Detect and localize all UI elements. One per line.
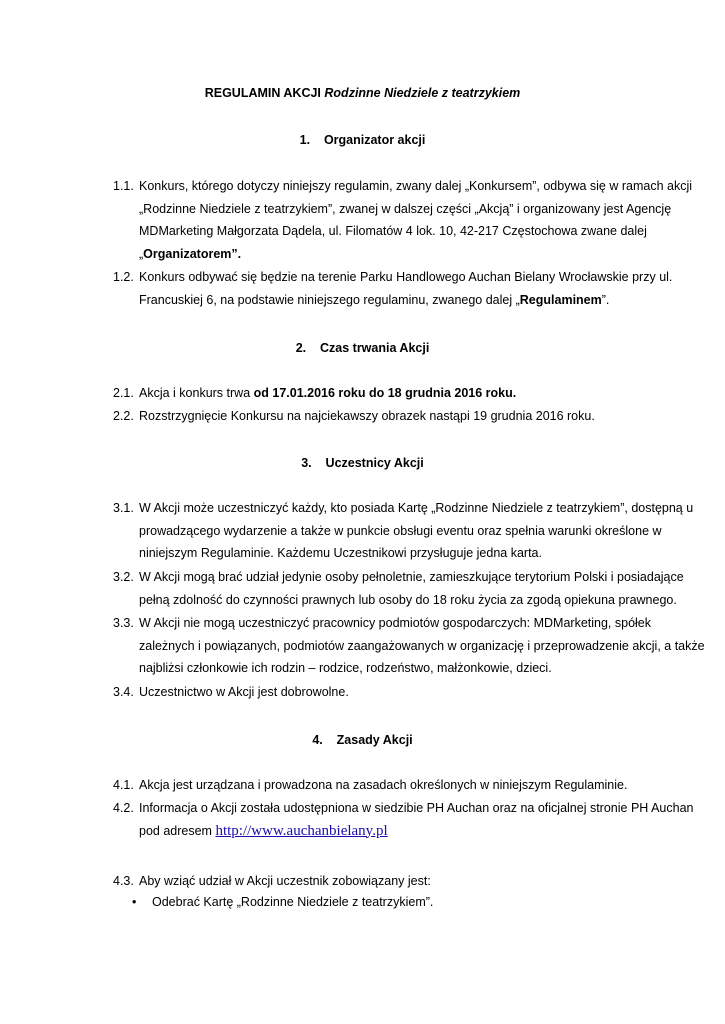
paragraph-line: najbliżsi członkowie ich rodzin – rodzice, rodzeństwo, małżonkowie, dzieci. <box>139 661 552 675</box>
paragraph-number: 3.2. <box>113 570 134 584</box>
paragraph-line: W Akcji mogą brać udział jedynie osoby pełnoletnie, zamieszkujące terytorium Polski i posiadające <box>139 570 684 584</box>
text-fragment: pod adresem <box>139 823 216 838</box>
paragraph-line: MDMarketing Małgorzata Dądela, ul. Filomatów 4 lok. 10, 42-217 Częstochowa zwane dalej <box>139 224 647 238</box>
paragraph-number: 3.4. <box>113 685 134 699</box>
text-fragment: Francuskiej 6, na podstawie niniejszego regulaminu, zwanego dalej „ <box>139 292 520 307</box>
paragraph-line: Akcja jest urządzana i prowadzona na zasadach określonych w niniejszym Regulaminie. <box>139 778 628 792</box>
auchan-website-link[interactable]: http://www.auchanbielany.pl <box>215 822 388 839</box>
paragraph-line: Rozstrzygnięcie Konkursu na najciekawszy obrazek nastąpi 19 grudnia 2016 roku. <box>139 409 595 423</box>
paragraph-line: niniejszym Regulaminie. Każdemu Uczestnikowi przysługuje jedna karta. <box>139 546 542 560</box>
paragraph-line: Aby wziąć udział w Akcji uczestnik zobowiązany jest: <box>139 874 431 888</box>
paragraph-number: 3.1. <box>113 501 134 515</box>
paragraph-number: 3.3. <box>113 616 134 630</box>
title-action-name: Rodzinne Niedziele z teatrzykiem <box>324 86 521 100</box>
bullet-text: Odebrać Kartę „Rodzinne Niedziele z teatrzykiem”. <box>152 895 434 909</box>
bullet-symbol: • <box>132 895 137 909</box>
document-title <box>0 86 725 100</box>
paragraph-number: 2.2. <box>113 409 134 423</box>
paragraph-line: pełną zdolność do czynności prawnych lub osoby do 18 roku życia za zgodą opiekuna prawnego. <box>139 592 677 607</box>
paragraph-line: Konkurs, którego dotyczy niniejszy regulamin, zwany dalej „Konkursem”, odbywa się w ramach akcji <box>139 179 693 193</box>
title-prefix: REGULAMIN AKCJI <box>204 86 325 100</box>
paragraph-line <box>139 382 640 405</box>
text-fragment: „ <box>139 246 144 261</box>
section-heading-1: 1. Organizator akcji <box>299 133 426 147</box>
organizer-term: Organizatorem”. <box>143 246 242 261</box>
paragraph-number: 4.1. <box>113 778 134 792</box>
paragraph-line: W Akcji może uczestniczyć każdy, kto posiada Kartę „Rodzinne Niedziele z teatrzykiem”, dostępną u <box>139 501 694 515</box>
paragraph-number: 1.2. <box>113 270 134 284</box>
text-fragment: ”. <box>601 292 610 307</box>
regulation-term: Regulaminem <box>519 292 602 307</box>
paragraph-line: zależnych i powiązanych, podmiotów zaangażowanych w organizację i przeprowadzenie akcji, a także <box>139 638 705 653</box>
section-heading-3: 3. Uczestnicy Akcji <box>301 456 424 470</box>
paragraph-line: prowadzącego wydarzenie a także w punkcie obsługi eventu oraz spełnia warunki określone w <box>139 523 662 538</box>
paragraph-line <box>139 243 640 266</box>
paragraph-line <box>139 289 640 312</box>
paragraph-line: „Rodzinne Niedziele z teatrzykiem”, zwanej w dalszej części „Akcją” i organizowany jest Agencję <box>139 201 672 216</box>
paragraph-line: Uczestnictwo w Akcji jest dobrowolne. <box>139 685 349 699</box>
paragraph-line: Informacja o Akcji została udostępniona w siedzibie PH Auchan oraz na oficjalnej stronie PH Auchan <box>139 801 694 815</box>
paragraph-number: 4.2. <box>113 801 134 815</box>
section-heading-2: 2. Czas trwania Akcji <box>295 341 430 355</box>
paragraph-number: 1.1. <box>113 179 134 193</box>
section-heading-4: 4. Zasady Akcji <box>312 733 413 747</box>
paragraph-line: Konkurs odbywać się będzie na terenie Parku Handlowego Auchan Bielany Wrocławskie przy ul. <box>139 270 673 284</box>
text-fragment: Akcja i konkurs trwa <box>139 386 254 400</box>
paragraph-number: 2.1. <box>113 386 134 400</box>
paragraph-line <box>139 820 640 843</box>
action-dates: od 17.01.2016 roku do 18 grudnia 2016 roku. <box>253 386 517 400</box>
paragraph-number: 4.3. <box>113 874 134 888</box>
paragraph-line: W Akcji nie mogą uczestniczyć pracownicy podmiotów gospodarczych: MDMarketing, spółek <box>139 616 652 630</box>
